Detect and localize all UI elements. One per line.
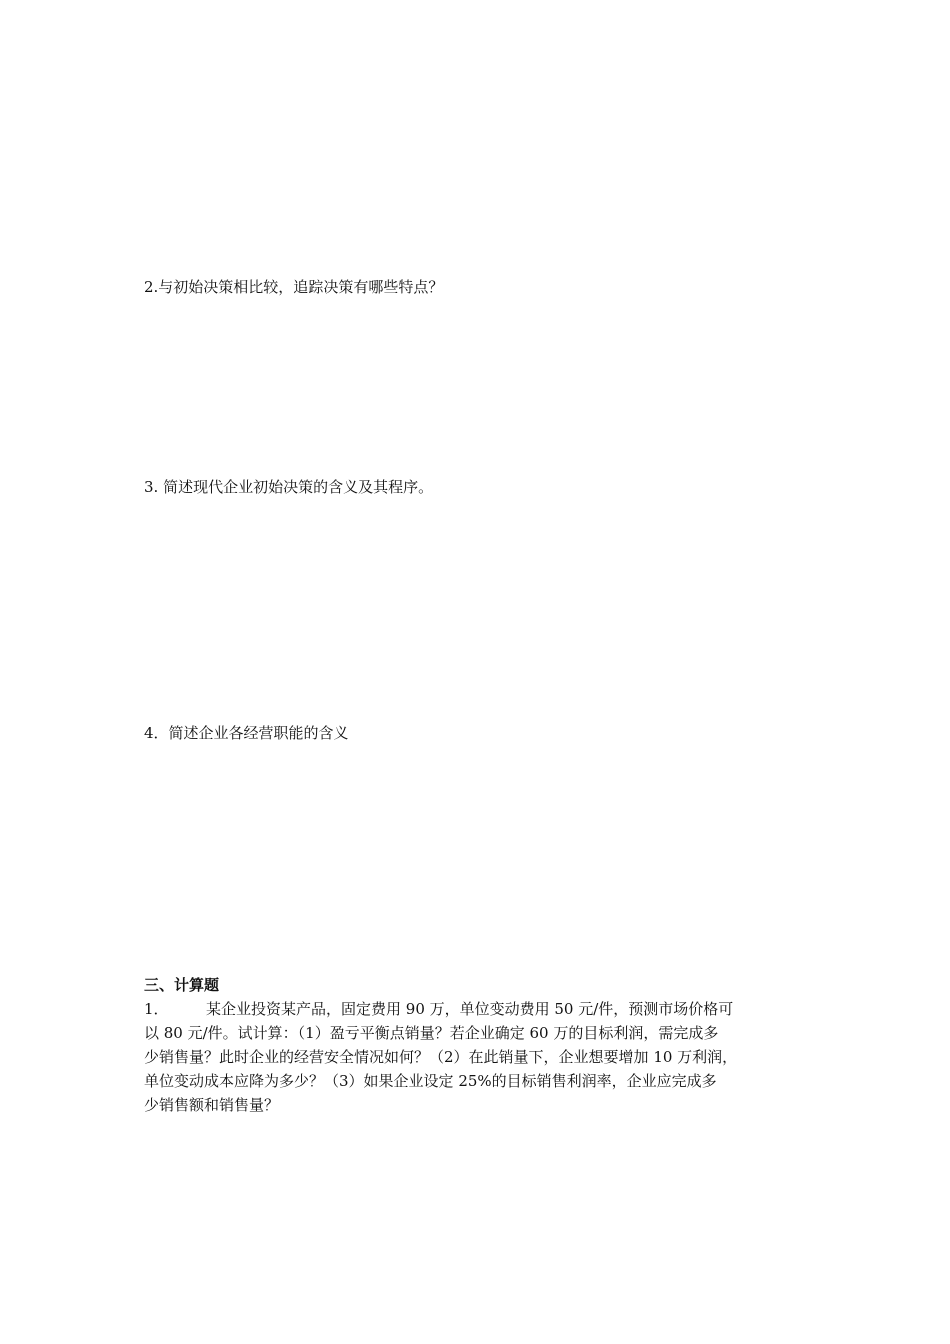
- problem-line: 以 80 元/件。试计算：（1）盈亏平衡点销量？若企业确定 60 万的目标利润，需完成多: [144, 1024, 719, 1042]
- calculation-problem-1: [144, 997, 804, 1117]
- section-heading-calculation: 三、计算题: [144, 976, 220, 994]
- question-2: 2.与初始决策相比较，追踪决策有哪些特点？: [144, 278, 444, 296]
- question-4: 4．简述企业各经营职能的含义: [144, 724, 349, 742]
- question-3: 3. 简述现代企业初始决策的含义及其程序。: [144, 478, 434, 496]
- problem-line: [144, 997, 804, 1021]
- problem-line: 少销售额和销售量？: [144, 1096, 280, 1114]
- problem-line: 单位变动成本应降为多少？（3）如果企业设定 25%的目标销售利润率，企业应完成多: [144, 1072, 717, 1090]
- problem-number: 1．: [144, 1000, 169, 1018]
- problem-line: 少销售量？此时企业的经营安全情况如何？（2）在此销量下，企业想要增加 10 万利润，: [144, 1048, 738, 1066]
- problem-text: 某企业投资某产品，固定费用 90 万，单位变动费用 50 元/件，预测市场价格可: [206, 1000, 734, 1018]
